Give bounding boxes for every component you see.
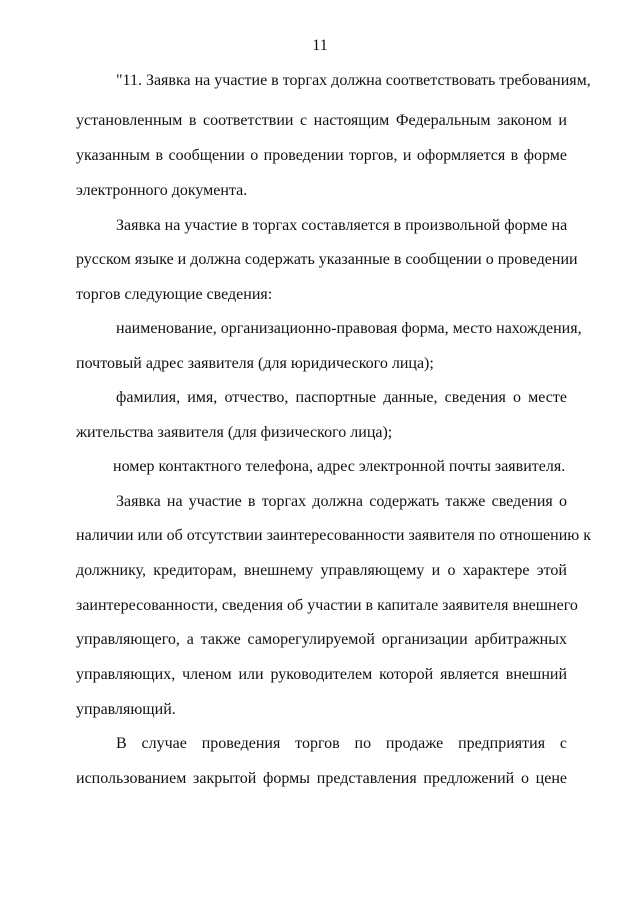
text-line: заинтересованности, сведения об участии в капитале заявителя внешнего <box>76 597 578 614</box>
text-line: почтовый адрес заявителя (для юридического лица); <box>76 355 434 372</box>
text-line: торгов следующие сведения: <box>76 286 273 303</box>
text-line: управляющих, членом или руководителем которой является внешний <box>76 666 567 683</box>
text-line: управляющий. <box>76 701 176 718</box>
text-line: "11. Заявка на участие в торгах должна соответствовать требованиям, <box>116 72 591 89</box>
text-line: управляющего, а также саморегулируемой организации арбитражных <box>76 631 567 648</box>
text-line: В случае проведения торгов по продаже предприятия с <box>116 735 567 752</box>
page-number: 11 <box>312 37 328 54</box>
text-line: Заявка на участие в торгах составляется в произвольной форме на <box>116 217 568 234</box>
text-line: русском языке и должна содержать указанные в сообщении о проведении <box>76 251 578 268</box>
text-line: номер контактного телефона, адрес электронной почты заявителя. <box>113 458 566 475</box>
text-line: установленным в соответствии с настоящим Федеральным законом и <box>76 112 567 129</box>
text-line: наименование, организационно-правовая форма, место нахождения, <box>116 320 582 337</box>
text-line: электронного документа. <box>76 182 248 199</box>
text-line: указанным в сообщении о проведении торгов, и оформляется в форме <box>76 147 567 164</box>
text-line: фамилия, имя, отчество, паспортные данные, сведения о месте <box>116 389 567 406</box>
text-line: Заявка на участие в торгах должна содержать также сведения о <box>116 493 567 510</box>
text-line: использованием закрытой формы представления предложений о цене <box>76 770 567 787</box>
text-line: наличии или об отсутствии заинтересованности заявителя по отношению к <box>76 527 591 544</box>
text-line: должнику, кредиторам, внешнему управляющему и о характере этой <box>76 562 567 579</box>
text-line: жительства заявителя (для физического лица); <box>76 424 393 441</box>
